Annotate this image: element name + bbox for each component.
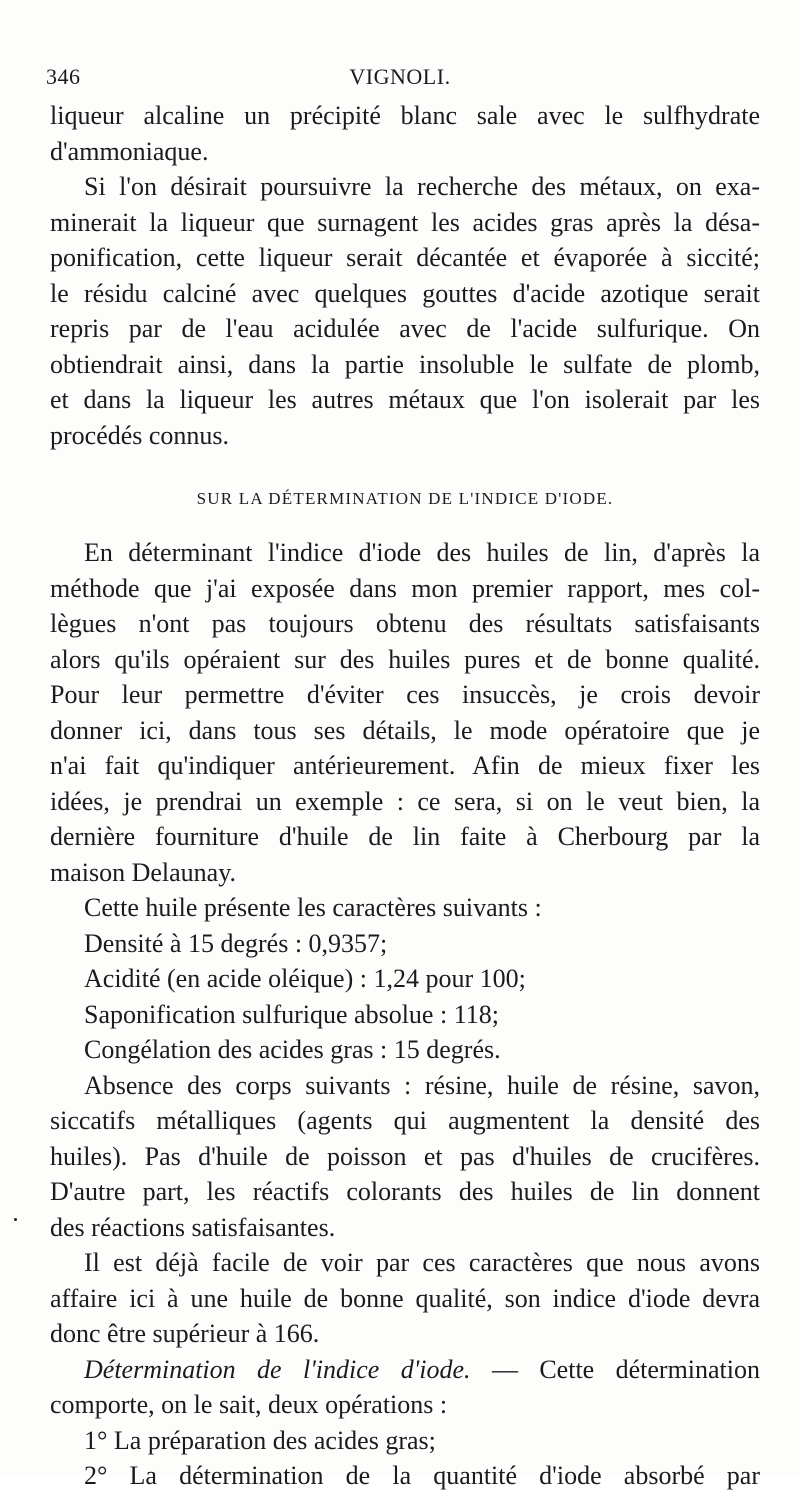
text-line: donner ici, dans tous ses détails, le mode opératoire que je bbox=[50, 715, 760, 745]
text-line: liqueur alcaline un précipité blanc sale avec le sulfhydrate bbox=[50, 101, 760, 130]
text-line: idées, je prendrai un exemple : ce sera, si on le veut bien, la bbox=[50, 786, 760, 816]
text-line: repris par de l'eau acidulée avec de l'acide sulfurique. On bbox=[50, 314, 760, 343]
body-text bbox=[50, 98, 760, 1494]
text-line: méthode que j'ai exposée dans mon premier rapport, mes col- bbox=[50, 573, 760, 603]
text-line: lègues n'ont pas toujours obtenu des résultats satisfaisants bbox=[50, 609, 760, 638]
section-heading: SUR LA DÉTERMINATION DE L'INDICE D'IODE. bbox=[196, 489, 614, 508]
text-line: obtiendrait ainsi, dans la partie insoluble le sulfate de plomb, bbox=[50, 349, 760, 379]
running-head bbox=[46, 64, 754, 98]
text-line: En déterminant l'indice d'iode des huiles de lin, d'après la bbox=[84, 538, 760, 567]
text-line: des réactions satisfaisantes. bbox=[50, 1212, 336, 1242]
text-line: Absence des corps suivants : résine, huile de résine, savon, bbox=[84, 1070, 760, 1100]
italic-subheading: Détermination de l'indice d'iode. bbox=[84, 1354, 471, 1384]
text-line: maison Delaunay. bbox=[50, 857, 237, 887]
margin-speck bbox=[14, 1218, 17, 1221]
text-line: d'ammoniaque. bbox=[50, 136, 209, 166]
text-line: ponification, cette liqueur serait décantée et évaporée à siccité; bbox=[50, 243, 760, 272]
page-number: 346 bbox=[46, 64, 81, 89]
text-line: comporte, on le sait, deux opérations : bbox=[50, 1390, 448, 1419]
text-line: et dans la liqueur les autres métaux que l'on isolerait par les bbox=[50, 385, 760, 414]
text-line bbox=[50, 1352, 760, 1388]
characteristic-item: Acidité (en acide oléique) : 1,24 pour 100; bbox=[84, 964, 526, 993]
characteristic-item: Congélation des acides gras : 15 degrés. bbox=[84, 1035, 501, 1064]
characteristic-item: Densité à 15 degrés : 0,9357; bbox=[84, 928, 388, 958]
characteristic-item: Saponification sulfurique absolue : 118; bbox=[84, 999, 499, 1029]
text-fragment: — Cette détermination bbox=[491, 1354, 761, 1384]
running-title: VIGNOLI. bbox=[349, 64, 451, 89]
text-line: Si l'on désirait poursuivre la recherche des métaux, on exa- bbox=[84, 172, 760, 201]
text-line: siccatifs métalliques (agents qui augmentent la densité des bbox=[50, 1106, 760, 1135]
text-line: n'ai fait qu'indiquer antérieurement. Afin de mieux fixer les bbox=[50, 751, 760, 780]
text-line: D'autre part, les réactifs colorants des huiles de lin donnent bbox=[50, 1177, 760, 1206]
text-line: huiles). Pas d'huile de poisson et pas d'huiles de crucifères. bbox=[50, 1141, 760, 1171]
text-line: dernière fourniture d'huile de lin faite à Cherbourg par la bbox=[50, 822, 760, 851]
text-line: Il est déjà facile de voir par ces caractères que nous avons bbox=[84, 1248, 760, 1277]
list-item: 2° La détermination de la quantité d'iode absorbé par bbox=[84, 1461, 760, 1490]
text-line: procédés connus. bbox=[50, 420, 230, 450]
text-line: minerait la liqueur que surnagent les acides gras après la désa- bbox=[50, 207, 760, 237]
text-line: le résidu calciné avec quelques gouttes d'acide azotique serait bbox=[50, 278, 760, 308]
text-line: donc être supérieur à 166. bbox=[50, 1319, 320, 1348]
text-line: alors qu'ils opéraient sur des huiles pures et de bonne qualité. bbox=[50, 644, 760, 674]
text-line: Pour leur permettre d'éviter ces insuccès, je crois devoir bbox=[50, 680, 760, 709]
list-item: 1° La préparation des acides gras; bbox=[84, 1425, 436, 1455]
characteristics-intro: Cette huile présente les caractères suivants : bbox=[84, 893, 542, 922]
text-line: affaire ici à une huile de bonne qualité, son indice d'iode devra bbox=[50, 1283, 760, 1313]
